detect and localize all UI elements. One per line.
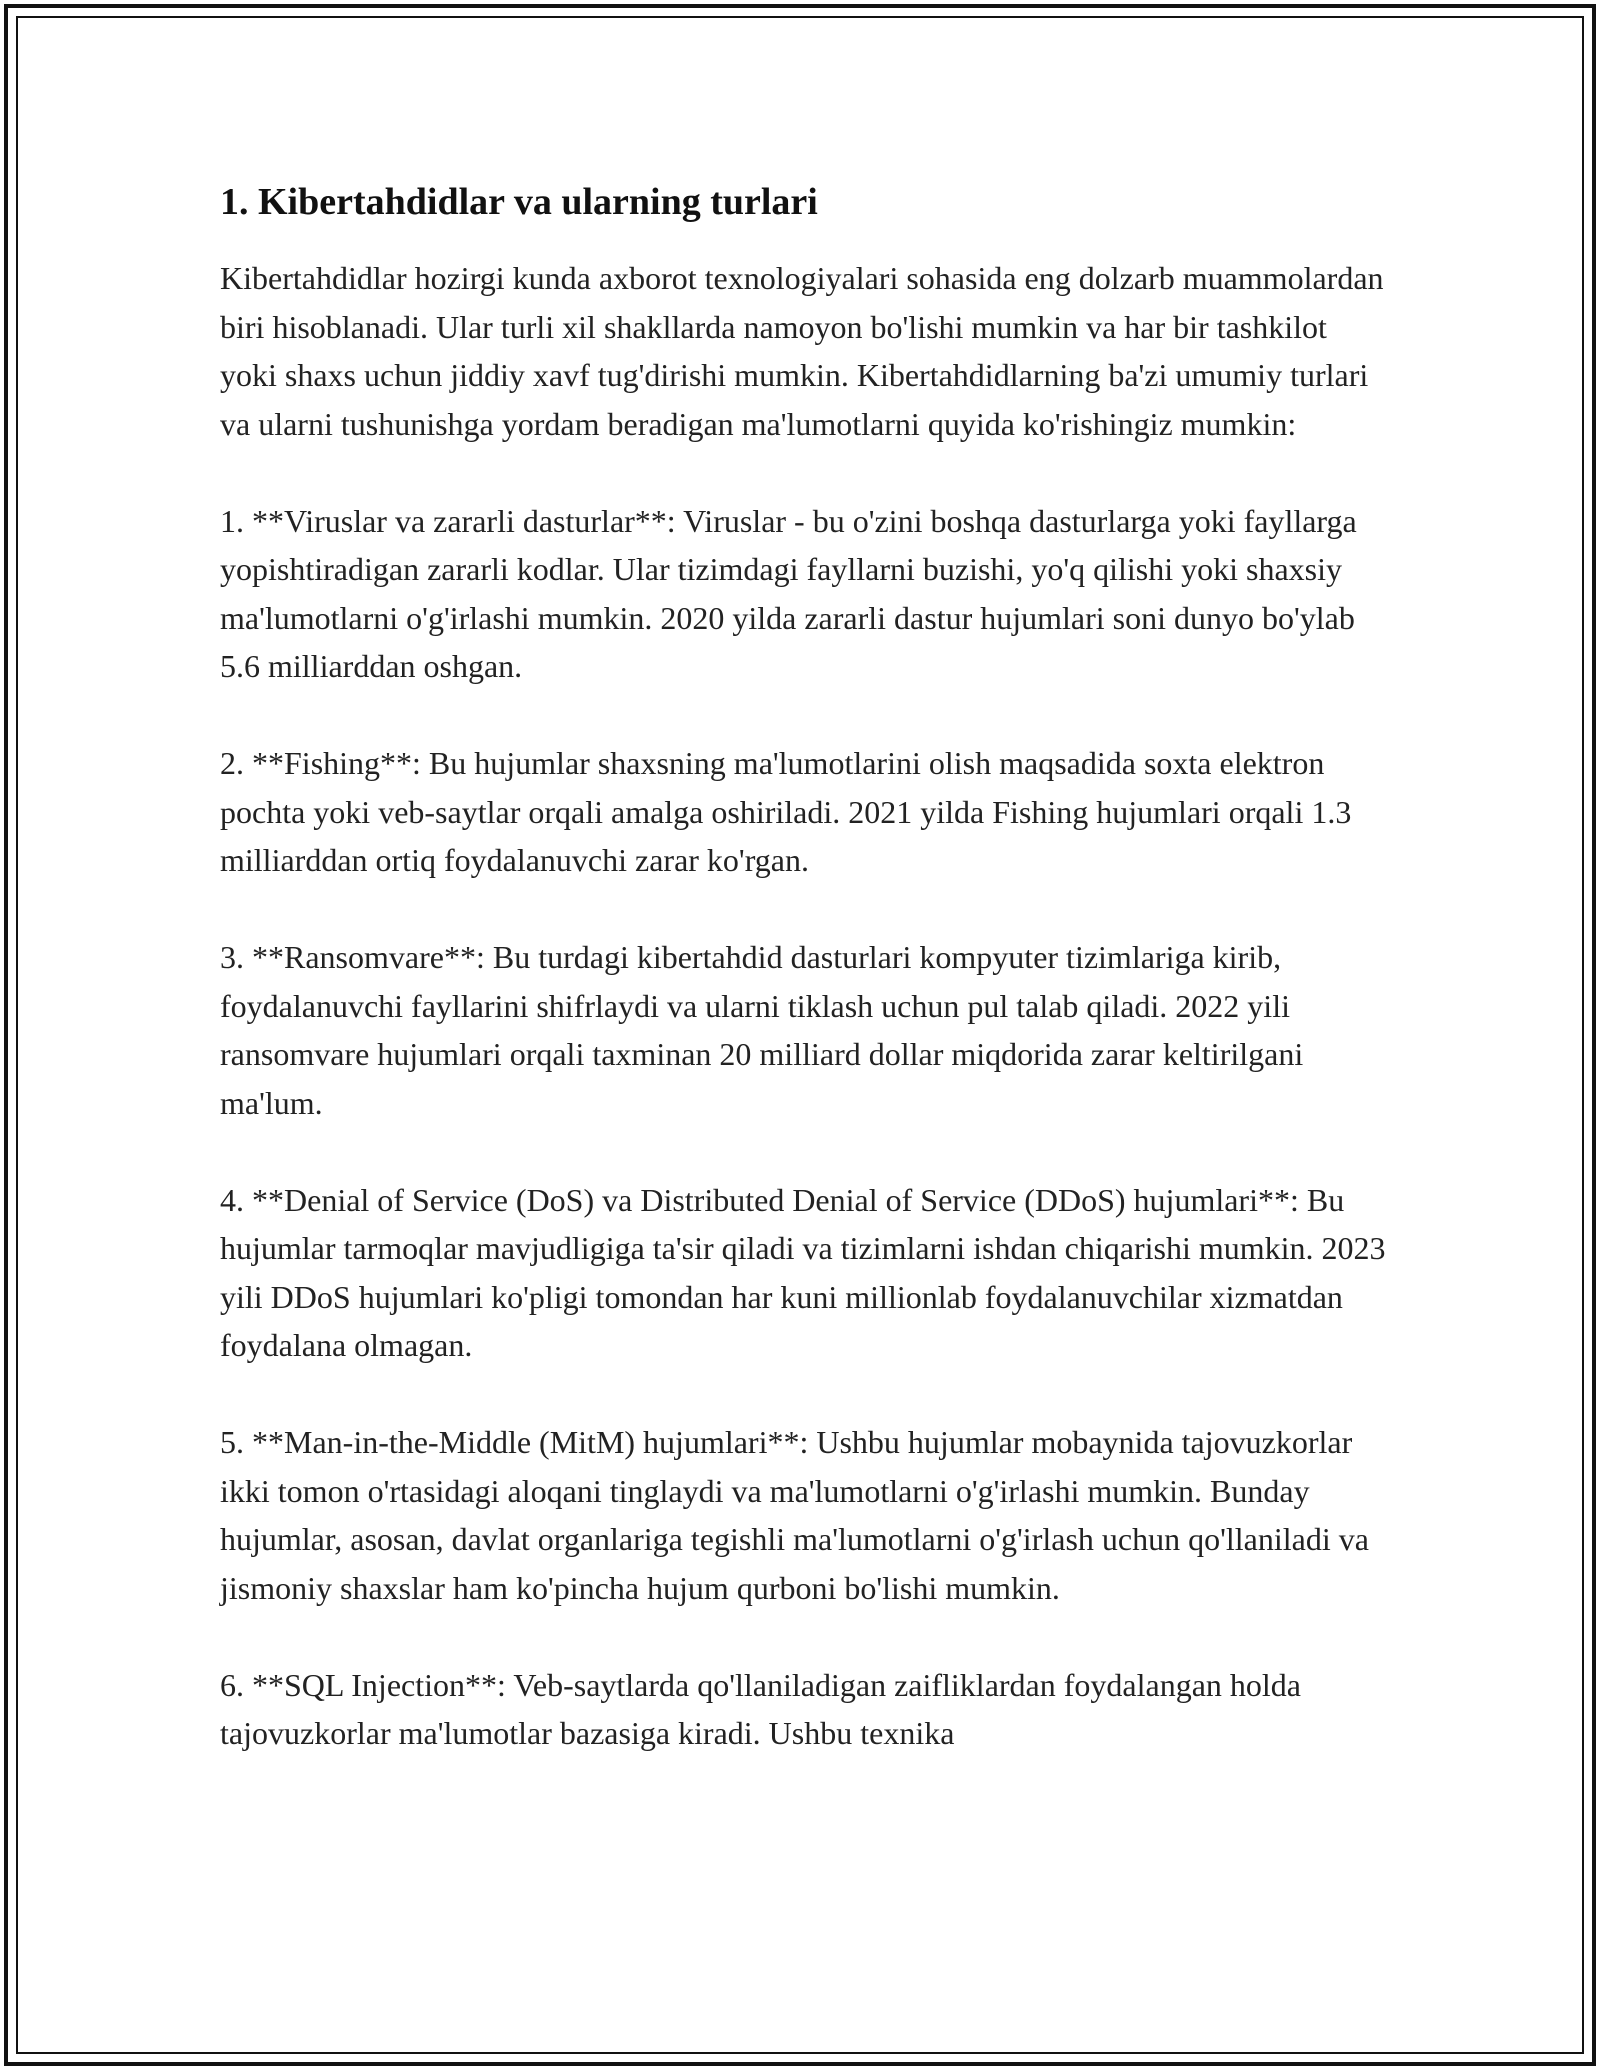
list-item-ddos: 4. **Denial of Service (DoS) va Distributed Denial of Service (DDoS) hujumlari**: Bu hujumlar tarmoqlar mavjudligiga ta'sir qiladi va tizimlarni ishdan chiqarishi mumkin. 2023 yili DDoS hujumlari ko'pligi tomondan har kuni millionlab foydalanuvchilar xizmatdan foydalana olmagan. — [220, 1181, 1386, 1363]
intro-paragraph: Kibertahdidlar hozirgi kunda axborot texnologiyalari sohasida eng dolzarb muammolardan biri hisoblanadi. Ular turli xil shakllarda namoyon bo'lishi mumkin va har bir tashkilot yoki shaxs uchun jiddiy xavf tug'dirishi mumkin. Kibertahdidlarning ba'zi umumiy turlari va ularni tushunishga yordam beradigan ma'lumotlarni quyida ko'rishingiz mumkin: — [220, 260, 1384, 442]
list-item-ransomware: 3. **Ransomvare**: Bu turdagi kibertahdid dasturlari kompyuter tizimlariga kirib, foydalanuvchi fayllarini shifrlaydi va ularni tiklash uchun pul talab qiladi. 2022 yili ransomvare hujumlari orqali taxminan 20 milliard dollar miqdorida zarar keltirilgani ma'lum. — [220, 939, 1304, 1121]
list-item-viruses: 1. **Viruslar va zararli dasturlar**: Viruslar - bu o'zini boshqa dasturlarga yoki fayllarga yopishtiradigan zararli kodlar. Ular tizimdagi fayllarni buzishi, yo'q qilishi yoki shaxsiy ma'lumotlarni o'g'irlashi mumkin. 2020 yilda zararli dastur hujumlari soni dunyo bo'ylab 5.6 milliarddan oshgan. — [220, 502, 1357, 684]
document-body — [220, 178, 1390, 1806]
section-heading: 1. Kibertahdidlar va ularning turlari — [220, 181, 818, 223]
list-item-sql-injection: 6. **SQL Injection**: Veb-saytlarda qo'llaniladigan zaifliklardan foydalangan holda tajovuzkorlar ma'lumotlar bazasiga kiradi. Ushbu texnika — [220, 1666, 1301, 1751]
list-item-phishing: 2. **Fishing**: Bu hujumlar shaxsning ma'lumotlarini olish maqsadida soxta elektron pochta yoki veb-saytlar orqali amalga oshiriladi. 2021 yilda Fishing hujumlari orqali 1.3 milliarddan ortiq foydalanuvchi zarar ko'rgan. — [220, 745, 1352, 878]
list-item-mitm: 5. **Man-in-the-Middle (MitM) hujumlari**: Ushbu hujumlar mobaynida tajovuzkorlar ikki tomon o'rtasidagi aloqani tinglaydi va ma'lumotlarni o'g'irlashi mumkin. Bunday hujumlar, asosan, davlat organlariga tegishli ma'lumotlarni o'g'irlash uchun qo'llaniladi va jismoniy shaxslar ham ko'pincha hujum qurboni bo'lishi mumkin. — [220, 1424, 1369, 1606]
